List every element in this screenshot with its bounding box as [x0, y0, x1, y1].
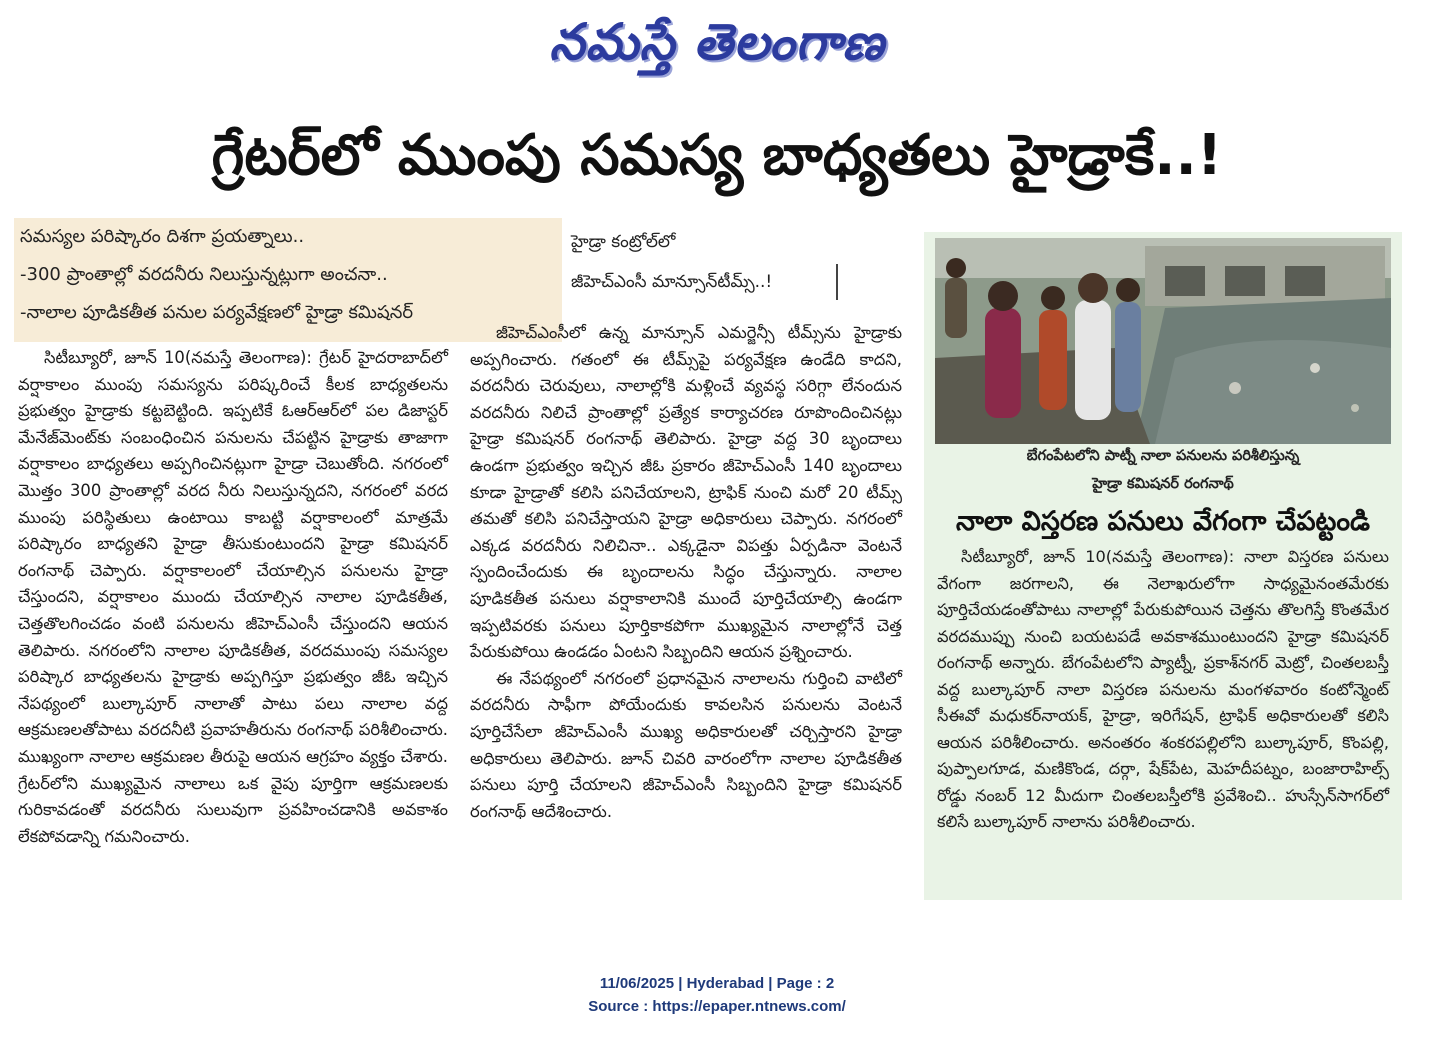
sidebar-headline: నాలా విస్తరణ పనులు వేగంగా చేపట్టండి: [955, 506, 1371, 537]
masthead: [0, 6, 1434, 78]
footer-source-line: Source : https://epaper.ntnews.com/: [588, 998, 846, 1015]
newspaper-logo: నమస్తే తెలంగాణ: [549, 13, 885, 71]
photo-caption-line-2: హైడ్రా కమిషనర్ రంగనాథ్: [1092, 476, 1234, 492]
sidebar-body: [937, 544, 1389, 836]
photo-caption-line-1: బేగంపేటలోని పాట్నీ నాలా పనులను పరిశీలిస్తున్న: [1026, 448, 1300, 464]
sidebar-story: [924, 232, 1402, 900]
article-paragraph: ఈ నేపథ్యంలో నగరంలో ప్రధానమైన నాలాలను గుర్తించి వాటిలో వరదనీరు సాఫీగా పోయేందుకు కావలసిన పనులను వెంటనే పూర్తిచేసేలా జీహెచ్‌ఎంసీ ముఖ్య అధికారులతో చర్చిస్తారని హైడ్రా అధికారులు తెలిపారు. జూన్ చివరి వారంలోగా నాలాల పూడికతీత పనులు పూర్తి చేయాలని జీహెచ్‌ఎంసీ సిబ్బందిని హైడ్రా కమిషనర్ రంగనాథ్ ఆదేశించారు.: [470, 668, 902, 821]
kicker-line-1: హైడ్రా కంట్రోల్‌లో: [571, 232, 676, 252]
subhead-1: సమస్యల పరిష్కారం దిశగా ప్రయత్నాలు..: [20, 226, 305, 247]
article-column-2: [470, 320, 902, 915]
sidebar-paragraph: సిటీబ్యూరో, జూన్ 10(నమస్తే తెలంగాణ): నాలా విస్తరణ పనులు వేగంగా జరగాలని, ఈ నెలాఖరులోగా సాధ్యమైనంతమేరకు పూర్తిచేయడంతోపాటు నాలాల్లో పేరుకుపోయిన చెత్తను తొలగిస్తే కొంతమేర వరదముప్పు నుంచి బయటపడే అవకాశముంటుందని హైడ్రా కమిషనర్ రంగనాథ్ అన్నారు. బేగంపేటలోని ప్యాట్నీ, ప్రకాశ్‌నగర్ మెట్రో, చింతలబస్తీ వద్ద బుల్కాపూర్ నాలా విస్తరణ పనులను మంగళవారం కంటోన్మెంట్ సీఈవో మధుకర్‌నాయక్, హైడ్రా, ఇరిగేషన్, ట్రాఫిక్ అధికారులతో కలిసి ఆయన పరిశీలించారు. అనంతరం శంకరపల్లిలోని బుల్కాపూర్, కొంపల్లి, పుప్పాలగూడ, మణికొండ, దర్గా, షేక్‌పేట, మెహదీపట్నం, బంజారాహిల్స్ రోడ్డు నంబర్ 12 మీదుగా చింతలబస్తీలోకి ప్రవేశించి.. హుస్సేన్‌సాగర్‌లో కలిసే బుల్కాపూర్ నాలాను పరిశీలించారు.: [937, 547, 1389, 831]
article-paragraph: సిటీబ్యూరో, జూన్ 10(నమస్తే తెలంగాణ): గ్రేటర్ హైదరాబాద్‌లో వర్షాకాలం ముంపు సమస్యను పరిష్కరించే కీలక బాధ్యతలను ప్రభుత్వం హైడ్రాకు కట్టబెట్టింది. ఇప్పటికే ఓఆర్ఆర్‌లో పల డిజాస్టర్ మేనేజ్‌మెంట్‌కు సంబంధించిన పనులను చేపట్టిన హైడ్రాకు తాజాగా వర్షాకాలం బాధ్యతలు అప్పగించినట్లుగా హైడ్రా చెబుతోంది. నగరంలో మొత్తం 300 ప్రాంతాల్లో వరద నీరు నిలుస్తున్నదని, నగరంలో వరద ముంపు పరిస్థితులు ఉంటాయి కాబట్టి వర్షాకాలంలో మాత్రమే పరిష్కారం బాధ్యతని హైడ్రా తీసుకుంటుందని హైడ్రా కమిషనర్ రంగనాథ్ చెప్పారు. వర్షాకాలంలో చేయాల్సిన పనులను హైడ్రా చేస్తుందని, వర్షాకాలం ముందు చేయాల్సిన నాలాల పూడికతీత, చెత్తతొలగించడం వంటి పనులను జీహెచ్‌ఎంసీ చేస్తుందని ఆయన తెలిపారు. నగరంలోని నాలాల పూడికతీత, వరదముంపు సమస్యల పరిష్కార బాధ్యతలను హైడ్రాకు అప్పగిస్తూ ప్రభుత్వం జీఓ ఇచ్చిన నేపథ్యంలో బుల్కాపూర్ నాలాతో పాటు పలు నాలాల వద్ద ఆక్రమణలతోపాటు వరదనీటి ప్రవాహతీరును రంగనాథ్ పరిశీలించారు. ముఖ్యంగా నాలాల ఆక్రమణల తీరుపై ఆయన ఆగ్రహం వ్యక్తం చేశారు. గ్రేటర్‌లోని ముఖ్యమైన నాలాలు ఒక వైపు పూర్తిగా ఆక్రమణలకు గురికావడంతో వరదనీరు సులువుగా ప్రవహించడానికి అవకాశం లేకపోవడాన్ని గమనించారు.: [18, 348, 448, 846]
kicker-line-2: జీహెచ్‌ఎంసీ మాన్సూన్‌టీమ్స్..!: [571, 272, 773, 292]
subhead-3: -నాలాల పూడికతీత పనుల పర్యవేక్షణలో హైడ్రా కమిషనర్: [20, 302, 414, 323]
kicker-rule: [836, 264, 838, 300]
article-column-1: [18, 345, 448, 915]
footer-date-line: 11/06/2025 | Hyderabad | Page : 2: [599, 975, 835, 992]
page-headline: గ్రేటర్‌లో ముంపు సమస్య బాధ్యతలు హైడ్రాకే..!: [211, 123, 1223, 188]
photo-illustration: [935, 238, 1391, 444]
subhead-2: -300 ప్రాంతాల్లో వరదనీరు నిలుస్తున్నట్లుగా అంచనా..: [20, 264, 388, 285]
article-paragraph: జీహెచ్‌ఎంసీలో ఉన్న మాన్సూన్ ఎమర్జెన్సీ టీమ్స్‌ను హైడ్రాకు అప్పగించారు. గతంలో ఈ టీమ్స్‌పై పర్యవేక్షణ ఉండేది కాదని, వరదనీరు చెరువులు, నాలాల్లోకి మళ్లించే వ్యవస్థ సరిగ్గా లేనందున వరదనీరు నిలిచే ప్రాంతాల్లో ప్రత్యేక కార్యాచరణ రూపొందించినట్లు హైడ్రా కమిషనర్ రంగనాథ్ తెలిపారు. హైడ్రా వద్ద 30 బృందాలు ఉండగా ప్రభుత్వం ఇచ్చిన జీఓ ప్రకారం జీహెచ్‌ఎంసీ 140 బృందాలు కూడా హైడ్రాతో కలిసి పనిచేయాలని, ట్రాఫిక్ నుంచి మరో 20 టీమ్స్ తమతో కలిసి పనిచేస్తాయని హైడ్రా అధికారులు చెప్పారు. నగరంలో ఎక్కడ వరదనీరు నిలిచినా.. ఎక్కడైనా విపత్తు ఏర్పడినా వెంటనే స్పందించేందుకు ఈ బృందాలను సిద్ధం చేస్తున్నారు. నాలాల పూడికతీత పనులు వర్షాకాలానికి ముందే పూర్తిచేయాల్సి ఉండగా ఇప్పటివరకు పనులు పూర్తికాకపోగా ముఖ్యమైన నాలాల్లోనే చెత్త పేరుకుపోయి ఉండడం ఏంటని సిబ్బందిని ఆయన ప్రశ్నించారు.: [470, 323, 902, 662]
news-photo: [935, 238, 1391, 444]
